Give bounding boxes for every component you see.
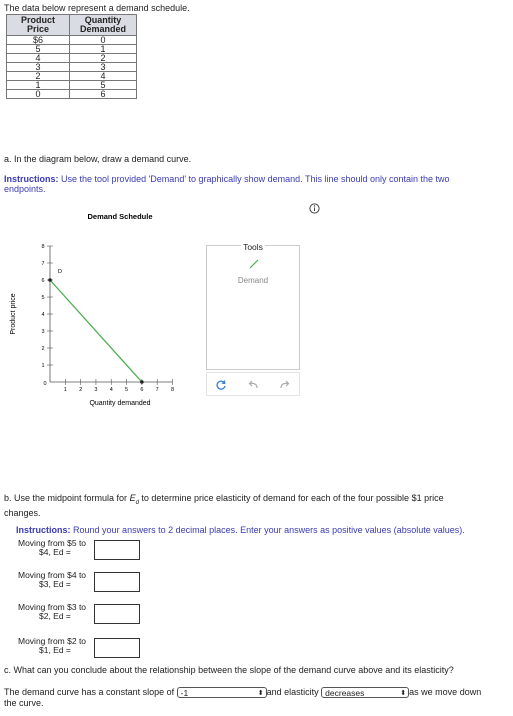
quantity-cell: 2 xyxy=(70,54,137,63)
select-arrow-icon: ⬍ xyxy=(400,690,407,698)
part-c-question: c. What can you conclude about the relationship between the slope of the demand curve above and its elasticity? xyxy=(4,665,454,675)
y-tick-label: 5 xyxy=(41,295,45,301)
part-a-question: a. In the diagram below, draw a demand curve. xyxy=(4,154,192,164)
demand-curve-line xyxy=(50,280,142,382)
part-b-instructions xyxy=(16,525,465,535)
y-tick-label: 3 xyxy=(41,329,45,335)
demand-curve-point xyxy=(140,380,144,384)
reset-icon[interactable] xyxy=(215,379,227,391)
chart-title: Demand Schedule xyxy=(87,212,153,221)
column-header-quantity: Quantity Demanded xyxy=(70,15,137,36)
price-cell: 4 xyxy=(7,54,70,63)
instructions-label: Instructions: xyxy=(16,525,71,535)
part-b-question: b. Use the midpoint formula for $E_d$ to determine price elasticity of demand for each of the four possible $1 price changes. xyxy=(4,493,444,518)
elasticity-input[interactable] xyxy=(94,540,140,560)
demand-schedule-table xyxy=(6,14,137,99)
x-tick-label: 6 xyxy=(140,387,144,393)
column-header-price: Product Price xyxy=(7,15,70,36)
table-row xyxy=(7,90,137,99)
x-axis-label: Quantity demanded xyxy=(89,400,151,407)
y-tick-label: 8 xyxy=(41,244,45,250)
quantity-cell: 4 xyxy=(70,72,137,81)
price-cell: $6 xyxy=(7,36,70,45)
demand-chart[interactable] xyxy=(0,205,205,415)
y-tick-label: 7 xyxy=(41,261,45,267)
part-c-answer xyxy=(4,687,484,709)
x-tick-label: 7 xyxy=(155,387,159,393)
conclusion-text-2: and elasticity xyxy=(266,687,319,697)
price-cell: 0 xyxy=(7,90,70,99)
conclusion-text-1: The demand curve has a constant slope of xyxy=(4,687,175,697)
elasticity-select[interactable]: decreases ⬍ xyxy=(321,687,409,698)
y-tick-label: 6 xyxy=(41,278,45,284)
conclusion-text-3: as we move down the curve. xyxy=(4,687,482,709)
x-tick-label: 8 xyxy=(170,387,175,393)
y-tick-label: 1 xyxy=(41,363,45,369)
table-row xyxy=(7,36,137,45)
demand-curve-label: D xyxy=(58,269,62,275)
y-tick-label: 4 xyxy=(41,312,45,318)
quantity-cell: 6 xyxy=(70,90,137,99)
table-row xyxy=(7,81,137,90)
table-row xyxy=(7,45,137,54)
x-tick-label: 1 xyxy=(63,387,67,393)
x-tick-label: 2 xyxy=(79,387,83,393)
intro-text: The data below represent a demand schedule. xyxy=(4,3,190,13)
quantity-cell: 3 xyxy=(70,63,137,72)
quantity-cell: 1 xyxy=(70,45,137,54)
quantity-cell: 5 xyxy=(70,81,137,90)
tools-title: Tools xyxy=(243,242,263,252)
x-tick-label: 4 xyxy=(109,387,113,393)
table-row xyxy=(7,54,137,63)
instructions-label: Instructions: xyxy=(4,174,59,184)
instructions-text: Round your answers to 2 decimal places. Enter your answers as positive values (absolute values). xyxy=(73,525,465,535)
tool-actions xyxy=(206,372,300,396)
x-tick-label: 3 xyxy=(94,387,98,393)
undo-icon[interactable] xyxy=(247,379,259,391)
elasticity-input[interactable] xyxy=(94,604,140,624)
part-a-instructions xyxy=(4,174,484,194)
y-tick-label: 2 xyxy=(41,346,45,352)
redo-icon[interactable] xyxy=(279,379,291,391)
demand-tool-icon[interactable] xyxy=(248,258,260,270)
slope-select[interactable]: -1 ⬍ xyxy=(177,687,267,698)
move-label: Moving from $2 to $1, Ed = xyxy=(18,636,87,655)
price-cell: 1 xyxy=(7,81,70,90)
price-cell: 2 xyxy=(7,72,70,81)
elasticity-input[interactable] xyxy=(94,572,140,592)
move-label: Moving from $4 to $3, Ed = xyxy=(18,570,87,589)
quantity-cell: 0 xyxy=(70,36,137,45)
demand-curve-point xyxy=(48,278,52,282)
elasticity-input[interactable] xyxy=(94,638,140,658)
table-row xyxy=(7,72,137,81)
demand-tool-label[interactable]: Demand xyxy=(237,276,269,285)
origin-label: 0 xyxy=(43,381,47,387)
info-icon[interactable] xyxy=(309,203,320,214)
price-cell: 5 xyxy=(7,45,70,54)
x-tick-label: 5 xyxy=(125,387,129,393)
move-label: Moving from $3 to $2, Ed = xyxy=(18,602,87,621)
table-row xyxy=(7,63,137,72)
y-axis-label: Product price xyxy=(10,293,17,335)
instructions-text: Use the tool provided 'Demand' to graphically show demand. This line should only contain the two endpoints. xyxy=(4,174,450,194)
price-cell: 3 xyxy=(7,63,70,72)
move-label: Moving from $5 to $4, Ed = xyxy=(18,538,87,557)
tools-panel xyxy=(206,242,300,370)
select-arrow-icon: ⬍ xyxy=(257,690,264,698)
